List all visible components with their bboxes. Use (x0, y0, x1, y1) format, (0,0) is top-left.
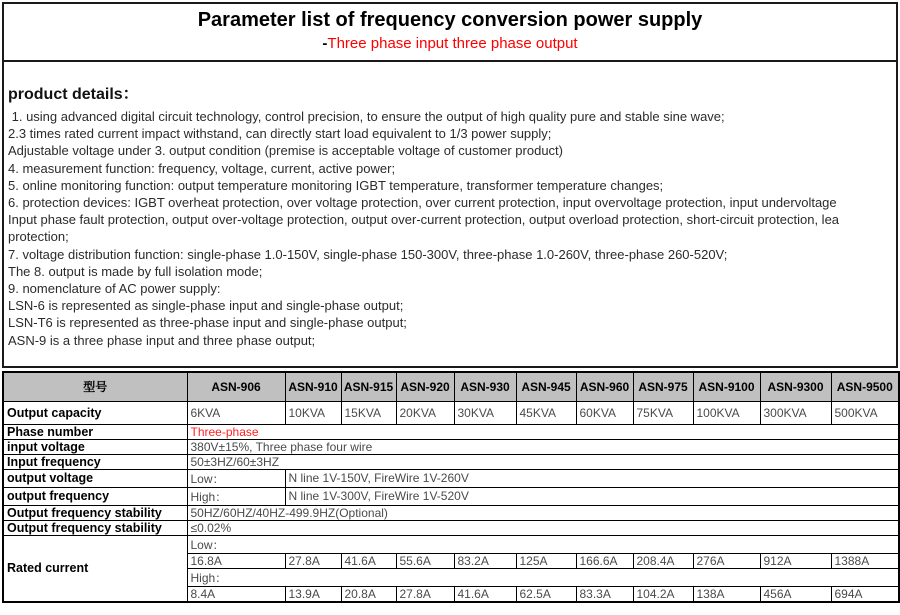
row-label: Output capacity (3, 401, 187, 424)
row-label: input voltage (3, 439, 187, 454)
spec-value: 83.3A (576, 586, 633, 602)
model-column-header: ASN-915 (341, 372, 396, 401)
product-details-line: The 8. output is made by full isolation mode; (8, 263, 263, 279)
spec-value: N line 1V-300V, FireWire 1V-520V (285, 487, 899, 505)
spec-value: 41.6A (454, 586, 516, 602)
model-column-header: ASN-9500 (831, 372, 899, 401)
spec-value: 62.5A (516, 586, 576, 602)
product-details-line: 6. protection devices: IGBT overheat protection, over voltage protection, over current protection, input overvoltage protection, input undervoltage (8, 195, 837, 211)
row-label: Rated current (3, 535, 187, 602)
spec-value: 166.6A (576, 553, 633, 568)
product-details-line: 7. voltage distribution function: single-phase 1.0-150V, single-phase 150-300V, three-phase 1.0-260V, three-phase 260-520V; (8, 246, 728, 262)
product-details-line: 4. measurement function: frequency, voltage, current, active power; (8, 160, 396, 176)
product-details-line: ASN-9 is a three phase input and three phase output; (8, 332, 316, 348)
spec-value: 27.8A (396, 586, 454, 602)
spec-value: 300KVA (760, 401, 831, 424)
row-label: output voltage (3, 469, 187, 487)
title-box (2, 2, 898, 60)
spec-value: 15KVA (341, 401, 396, 424)
spec-value: 104.2A (633, 586, 693, 602)
input-voltage-row (3, 439, 899, 454)
spec-value: 6KVA (187, 401, 285, 424)
spec-value: Three-phase (187, 424, 899, 439)
product-details-line: 5. online monitoring function: output temperature monitoring IGBT temperature, transformer temperature changes; (8, 177, 664, 193)
spec-value: 125A (516, 553, 576, 568)
model-column-header: ASN-906 (187, 372, 285, 401)
product-details-line: protection; (8, 229, 69, 245)
spec-value: 16.8A (187, 553, 285, 568)
spec-value: 41.6A (341, 553, 396, 568)
model-column-header: ASN-9100 (693, 372, 760, 401)
spec-value: ≤0.02% (187, 520, 899, 535)
rated-current-low-label-row (3, 535, 899, 553)
spec-value: 10KVA (285, 401, 341, 424)
product-details-line: LSN-T6 is represented as three-phase input and single-phase output; (8, 315, 407, 331)
input-frequency-row (3, 454, 899, 469)
product-details-line: Input phase fault protection, output over-voltage protection, output over-current protection, output overload protection, short-circuit protection, lea (8, 212, 840, 228)
phase-number-row (3, 424, 899, 439)
output-capacity-row (3, 401, 899, 424)
model-column-header: ASN-960 (576, 372, 633, 401)
model-header-cell: 型号 (3, 372, 187, 401)
spec-value: 13.9A (285, 586, 341, 602)
output-voltage-row (3, 469, 899, 487)
spec-value: 83.2A (454, 553, 516, 568)
spec-value: 694A (831, 586, 899, 602)
spec-value: 50HZ/60HZ/40HZ-499.9HZ(Optional) (187, 505, 899, 520)
subtitle-text: Three phase input three phase output (327, 35, 578, 52)
spec-value: 912A (760, 553, 831, 568)
spec-value: N line 1V-150V, FireWire 1V-260V (285, 469, 899, 487)
model-column-header: ASN-9300 (760, 372, 831, 401)
page-subtitle (4, 35, 896, 52)
spec-value: 27.8A (285, 553, 341, 568)
spec-value: 500KVA (831, 401, 899, 424)
spec-value: 1388A (831, 553, 899, 568)
row-label: Phase number (3, 424, 187, 439)
output-frequency-stability-row (3, 520, 899, 535)
model-column-header: ASN-975 (633, 372, 693, 401)
product-details-line: 1. using advanced digital circuit technology, control precision, to ensure the output of high quality pure and stable sine wave; (8, 109, 725, 124)
model-column-header: ASN-910 (285, 372, 341, 401)
page-title: Parameter list of frequency conversion power supply (197, 9, 703, 31)
row-label: Input frequency (3, 454, 187, 469)
spec-value: 20.8A (341, 586, 396, 602)
table-header-row (3, 372, 899, 401)
spec-table (2, 371, 900, 603)
rated-current-high-label: High： (187, 568, 899, 586)
model-column-header: ASN-945 (516, 372, 576, 401)
spec-value: 276A (693, 553, 760, 568)
spec-value: 208.4A (633, 553, 693, 568)
output-frequency-row (3, 487, 899, 505)
spec-value: 60KVA (576, 401, 633, 424)
spec-value: 100KVA (693, 401, 760, 424)
spec-value: 30KVA (454, 401, 516, 424)
product-details-line: Adjustable voltage under 3. output condition (premise is acceptable voltage of customer product) (8, 143, 563, 159)
row-label: output frequency (3, 487, 187, 505)
spec-value: 8.4A (187, 586, 285, 602)
spec-value: 20KVA (396, 401, 454, 424)
spec-value: 138A (693, 586, 760, 602)
spec-value: 75KVA (633, 401, 693, 424)
spec-value: 45KVA (516, 401, 576, 424)
rated-current-low-label: Low： (187, 535, 899, 553)
row-label: Output frequency stability (3, 505, 187, 520)
range-prefix: High： (187, 487, 285, 505)
range-prefix: Low： (187, 469, 285, 487)
model-column-header: ASN-930 (454, 372, 516, 401)
product-details-line: 9. nomenclature of AC power supply: (8, 281, 221, 297)
row-label: Output frequency stability (3, 520, 187, 535)
product-details-section (2, 60, 898, 368)
product-details-line: LSN-6 is represented as single-phase input and single-phase output; (8, 298, 404, 314)
spec-value: 456A (760, 586, 831, 602)
spec-value: 380V±15%, Three phase four wire (187, 439, 899, 454)
spec-value: 55.6A (396, 553, 454, 568)
output-frequency-stability-row (3, 505, 899, 520)
product-details-line: 2.3 times rated current impact withstand, can directly start load equivalent to 1/3 power supply; (8, 126, 552, 142)
spec-value: 50±3HZ/60±3HZ (187, 454, 899, 469)
model-column-header: ASN-920 (396, 372, 454, 401)
subtitle-dash: - (322, 35, 328, 52)
product-details-heading: product details： (8, 86, 139, 103)
